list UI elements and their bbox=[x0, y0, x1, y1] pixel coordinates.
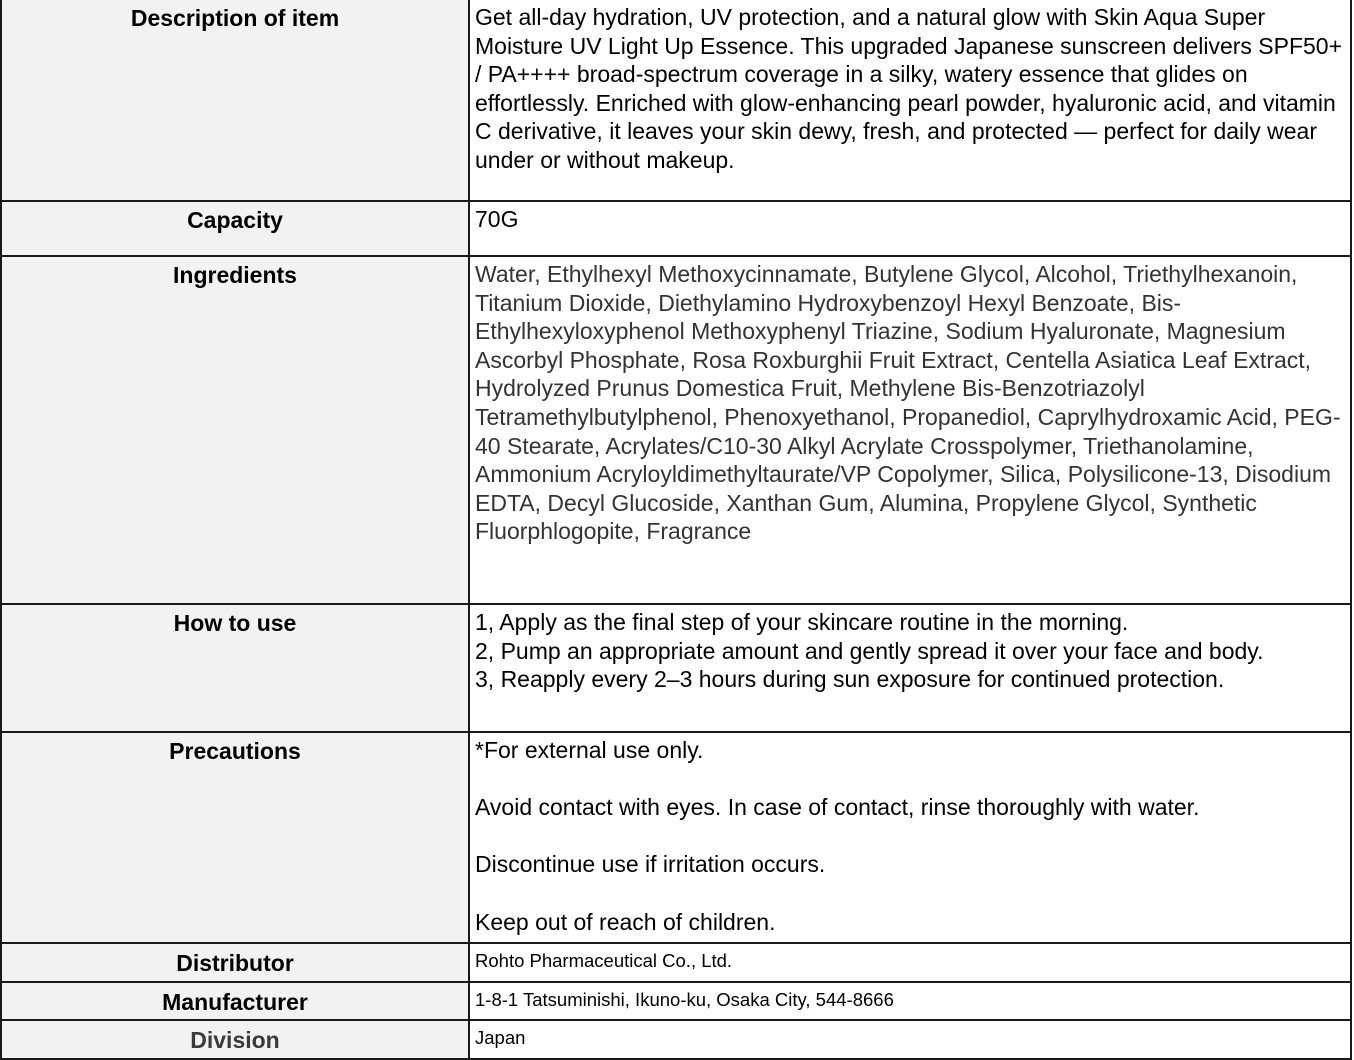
label-cell bbox=[1, 1020, 469, 1059]
paragraph-gap bbox=[475, 879, 1346, 908]
label-cell bbox=[1, 982, 469, 1020]
distributor-label: Distributor bbox=[176, 950, 294, 976]
description-value: Get all-day hydration, UV protection, and a natural glow with Skin Aqua Super Moisture UV Light Up Essence. This upgraded Japanese sunscreen delivers SPF50+ / PA++++ broad-spectrum coverage in a silky, watery essence that glides on effortlessly. Enriched with glow-enhancing pearl powder, hyaluronic acid, and vitamin C derivative, it leaves your skin dewy, fresh, and protected — perfect for daily wear under or without makeup. bbox=[475, 4, 1349, 173]
paragraph-gap bbox=[475, 822, 1346, 851]
row-division bbox=[1, 1020, 1351, 1059]
value-cell bbox=[469, 1020, 1351, 1059]
value-cell bbox=[469, 201, 1351, 256]
row-distributor bbox=[1, 943, 1351, 982]
value-cell bbox=[469, 732, 1351, 943]
ingredients-value: Water, Ethylhexyl Methoxycinnamate, Butylene Glycol, Alcohol, Triethylhexanoin, Titanium Dioxide, Diethylamino Hydroxybenzoyl Hexyl Benzoate, Bis-Ethylhexyloxyphenol Methoxyphenyl Triazine, Sodium Hyaluronate, Magnesium Ascorbyl Phosphate, Rosa Roxburghii Fruit Extract, Centella Asiatica Leaf Extract, Hydrolyzed Prunus Domestica Fruit, Methylene Bis-Benzotriazolyl Tetramethylbutylphenol, Phenoxyethanol, Propanediol, Caprylhydroxamic Acid, PEG-40 Stearate, Acrylates/C10-30 Alkyl Acrylate Crosspolymer, Triethanolamine, Ammonium Acryloyldimethyltaurate/VP Copolymer, Silica, Polysilicone-13, Disodium EDTA, Decyl Glucoside, Xanthan Gum, Alumina, Propylene Glycol, Synthetic Fluorphlogopite, Fragrance bbox=[475, 261, 1341, 545]
division-label: Division bbox=[190, 1027, 280, 1053]
value-cell bbox=[469, 982, 1351, 1020]
precautions-label: Precautions bbox=[169, 738, 301, 764]
how-to-use-step: 1, Apply as the final step of your skincare routine in the morning. bbox=[475, 609, 1129, 635]
label-cell bbox=[1, 943, 469, 982]
value-cell bbox=[469, 943, 1351, 982]
row-capacity bbox=[1, 201, 1351, 256]
ingredients-label: Ingredients bbox=[173, 262, 297, 288]
paragraph-gap bbox=[475, 765, 1346, 794]
label-cell bbox=[1, 0, 469, 201]
value-cell bbox=[469, 0, 1351, 201]
row-ingredients bbox=[1, 256, 1351, 604]
row-description bbox=[1, 0, 1351, 201]
how-to-use-step: 3, Reapply every 2–3 hours during sun exposure for continued protection. bbox=[475, 666, 1225, 693]
value-cell bbox=[469, 256, 1351, 604]
row-precautions bbox=[1, 732, 1351, 943]
precaution-item: Avoid contact with eyes. In case of contact, rinse thoroughly with water. bbox=[475, 794, 1200, 821]
label-cell bbox=[1, 256, 469, 604]
row-how-to-use bbox=[1, 604, 1351, 732]
label-cell bbox=[1, 604, 469, 732]
manufacturer-label: Manufacturer bbox=[162, 989, 308, 1015]
distributor-value: Rohto Pharmaceutical Co., Ltd. bbox=[475, 950, 733, 971]
capacity-label: Capacity bbox=[187, 207, 283, 233]
manufacturer-value: 1-8-1 Tatsuminishi, Ikuno-ku, Osaka City, 544-8666 bbox=[475, 989, 894, 1010]
precaution-item: Keep out of reach of children. bbox=[475, 908, 776, 935]
precaution-item: *For external use only. bbox=[475, 737, 704, 763]
capacity-value: 70G bbox=[475, 206, 519, 232]
label-cell bbox=[1, 732, 469, 943]
description-label: Description of item bbox=[130, 5, 340, 31]
label-cell bbox=[1, 201, 469, 256]
row-manufacturer bbox=[1, 982, 1351, 1020]
how-to-use-step: 2, Pump an appropriate amount and gently spread it over your face and body. bbox=[475, 637, 1264, 664]
precaution-item: Discontinue use if irritation occurs. bbox=[475, 851, 826, 878]
value-cell bbox=[469, 604, 1351, 732]
how-to-use-label: How to use bbox=[173, 610, 297, 636]
division-value: Japan bbox=[475, 1027, 526, 1048]
